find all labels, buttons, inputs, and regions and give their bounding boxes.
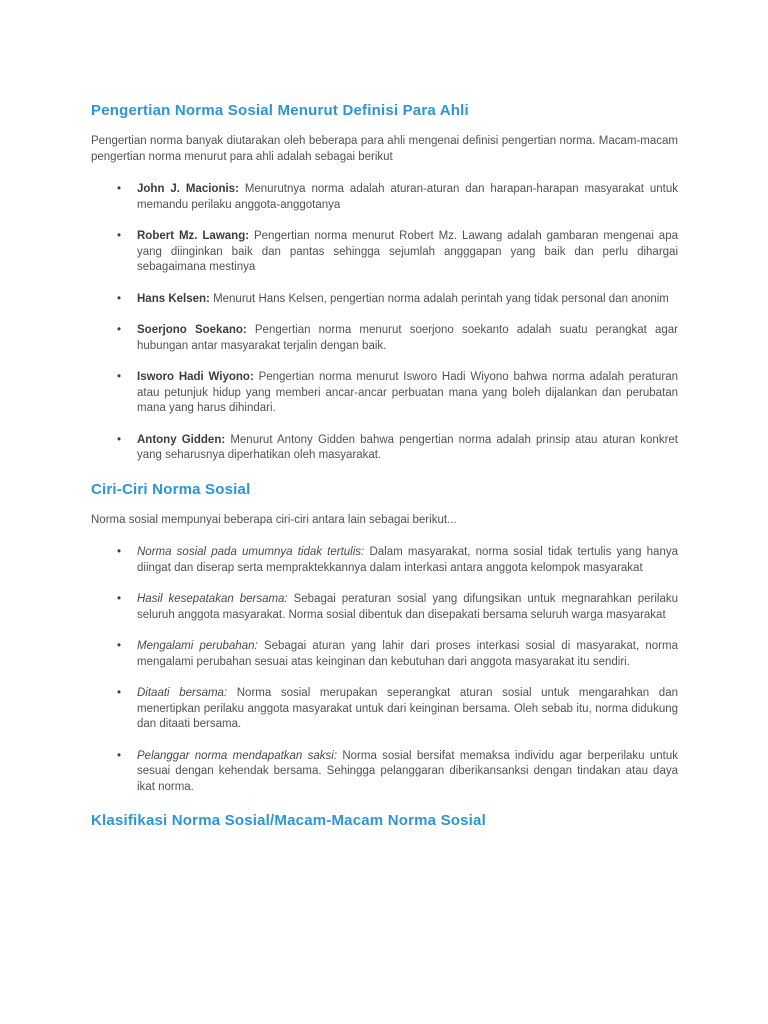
list-item (91, 292, 678, 308)
section-heading: Pengertian Norma Sosial Menurut Definisi Para Ahli (91, 102, 469, 119)
item-text: Pengertian norma menurut Isworo Hadi Wiyono bahwa norma adalah peraturan atau petunjuk hidup yang memberi ancar-ancar perbuatan mana yang boleh dijalankan dan perubatan mana yang harus dihindari. (137, 371, 679, 414)
item-text: Norma sosial merupakan seperangkat aturan sosial untuk mengarahkan dan menertipkan perilaku anggota masyarakat untuk dari keinginan bersama. Oleh sebab itu, norma didukung dan ditaati bersama. (137, 687, 678, 730)
item-lead: Antony Gidden: (137, 433, 226, 446)
item-lead: Isworo Hadi Wiyono: (137, 371, 254, 383)
section-heading: Klasifikasi Norma Sosial/Macam-Macam Norma Sosial (91, 812, 486, 829)
list-item (91, 686, 678, 733)
list-item (91, 370, 678, 417)
section-ciri-ciri (91, 480, 678, 796)
item-lead: John J. Macionis: (137, 183, 239, 195)
section-klasifikasi (91, 811, 678, 830)
list-item (91, 749, 678, 796)
section-intro: Pengertian norma banyak diutarakan oleh beberapa para ahli mengenai definisi pengertian norma. Macam-macam pengertian norma menurut para ahli adalah sebagai berikut (91, 135, 678, 163)
item-text: Menurut Antony Gidden bahwa pengertian norma adalah prinsip atau aturan konkret yang seharusnya diperhatikan oleh masyarakat. (137, 433, 678, 461)
item-text: Dalam masyarakat, norma sosial tidak tertulis yang hanya diingat dan diserap serta mempraktekkannya dalam interkasi antara anggota kelompok masyarakat (137, 546, 678, 574)
list-item (91, 592, 678, 623)
characteristics-list (91, 545, 678, 795)
list-item (91, 229, 678, 276)
list-item (91, 323, 678, 354)
item-text: Menurutnya norma adalah aturan-aturan dan harapan-harapan masyarakat untuk memandu perilaku anggota-anggotanya (137, 183, 678, 211)
item-text: Sebagai aturan yang lahir dari proses interkasi sosial di masyarakat, norma mengalami perubahan sesuai atas keinginan dan kebutuhan dari anggota masyarakat itu sendiri. (137, 640, 678, 668)
list-item (91, 639, 678, 670)
item-lead: Hasil kesepatakan bersama: (137, 593, 288, 605)
item-lead: Hans Kelsen: (137, 292, 210, 305)
item-lead: Robert Mz. Lawang: (137, 230, 250, 242)
item-lead: Pelanggar norma mendapatkan saksi: (137, 749, 338, 762)
item-lead: Soerjono Soekano: (137, 324, 247, 336)
item-text: Menurut Hans Kelsen, pengertian norma adalah perintah yang tidak personal dan anonim (213, 292, 669, 305)
list-item (91, 182, 678, 213)
section-pengertian-norma (91, 101, 678, 464)
list-item (91, 433, 678, 464)
item-text: Sebagai peraturan sosial yang difungsikan untuk megnarahkan perilaku seluruh anggota masyarakat. Norma sosial dibentuk dan disepakati bersama seluruh warga masyarakat (137, 593, 679, 621)
definition-list (91, 182, 678, 464)
item-lead: Norma sosial pada umumnya tidak tertulis: (137, 546, 365, 558)
item-lead: Mengalami perubahan: (137, 640, 258, 652)
item-text: Norma sosial bersifat memaksa individu agar berperilaku untuk sesuai dengan kehendak bersama. Sehingga pelanggaran diberikansanksi dengan tindakan atau daya ikat norma. (137, 749, 678, 793)
section-heading: Ciri-Ciri Norma Sosial (91, 480, 251, 498)
list-item (91, 545, 678, 576)
item-text: Pengertian norma menurut Robert Mz. Lawang adalah gambaran mengenai apa yang diinginkan baik dan pantas sehingga sejumlah angggapan yang baik dan perlu dihargai sebagaimana mestinya (137, 230, 678, 273)
item-text: Pengertian norma menurut soerjono soekanto adalah suatu perangkat agar hubungan antar masyarakat terjalin dengan baik. (137, 324, 678, 352)
section-intro: Norma sosial mempunyai beberapa ciri-ciri antara lain sebagai berikut... (91, 513, 457, 526)
item-lead: Ditaati bersama: (137, 687, 228, 699)
